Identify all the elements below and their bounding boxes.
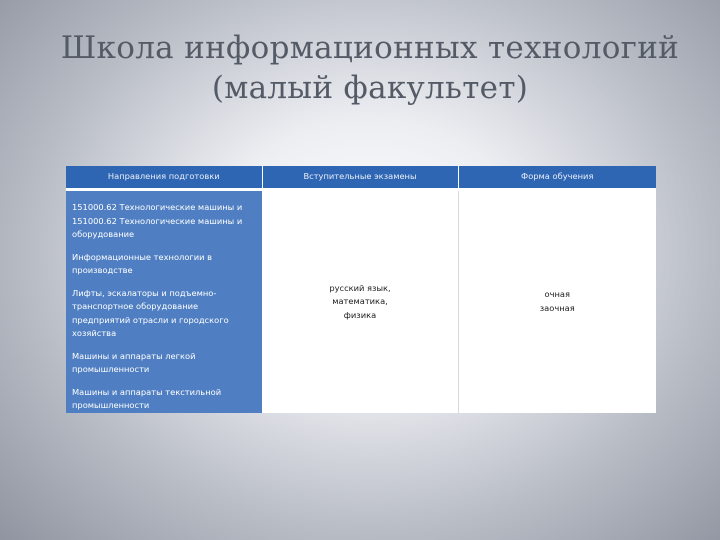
exams-cell bbox=[262, 190, 458, 413]
direction-item: Машины и аппараты легкой промышленности bbox=[72, 350, 196, 374]
exam-item: физика bbox=[343, 309, 377, 320]
slide-title-line-1: Школа информационных технологий bbox=[60, 30, 680, 66]
slide-title-line-2: (малый факультет) bbox=[211, 70, 529, 106]
direction-item: Машины и аппараты текстильной промышленности bbox=[72, 386, 222, 410]
study-form-item: очная bbox=[544, 289, 570, 300]
header-exams: Вступительные экзамены bbox=[262, 166, 458, 190]
slide-title bbox=[40, 28, 700, 108]
direction-item: Лифты, эскалаторы и подъемно-транспортное оборудование предприятий отрасли и городского хозяйства bbox=[72, 287, 229, 338]
exam-item: математика, bbox=[332, 296, 388, 306]
direction-item: 151000.62 Технологические машины и 151000.62 Технологические машины и оборудование bbox=[72, 202, 243, 239]
study-form-item: заочная bbox=[539, 302, 575, 313]
header-directions: Направления подготовки bbox=[66, 166, 262, 190]
exam-item: русский язык, bbox=[329, 282, 391, 293]
header-study-form: Форма обучения bbox=[458, 166, 656, 190]
table-row bbox=[66, 190, 656, 413]
study-form-cell bbox=[458, 190, 656, 413]
programs-table bbox=[66, 166, 656, 413]
directions-cell bbox=[66, 190, 262, 413]
table-header-row bbox=[66, 166, 656, 190]
direction-item: Информационные технологии в производстве bbox=[72, 251, 213, 275]
